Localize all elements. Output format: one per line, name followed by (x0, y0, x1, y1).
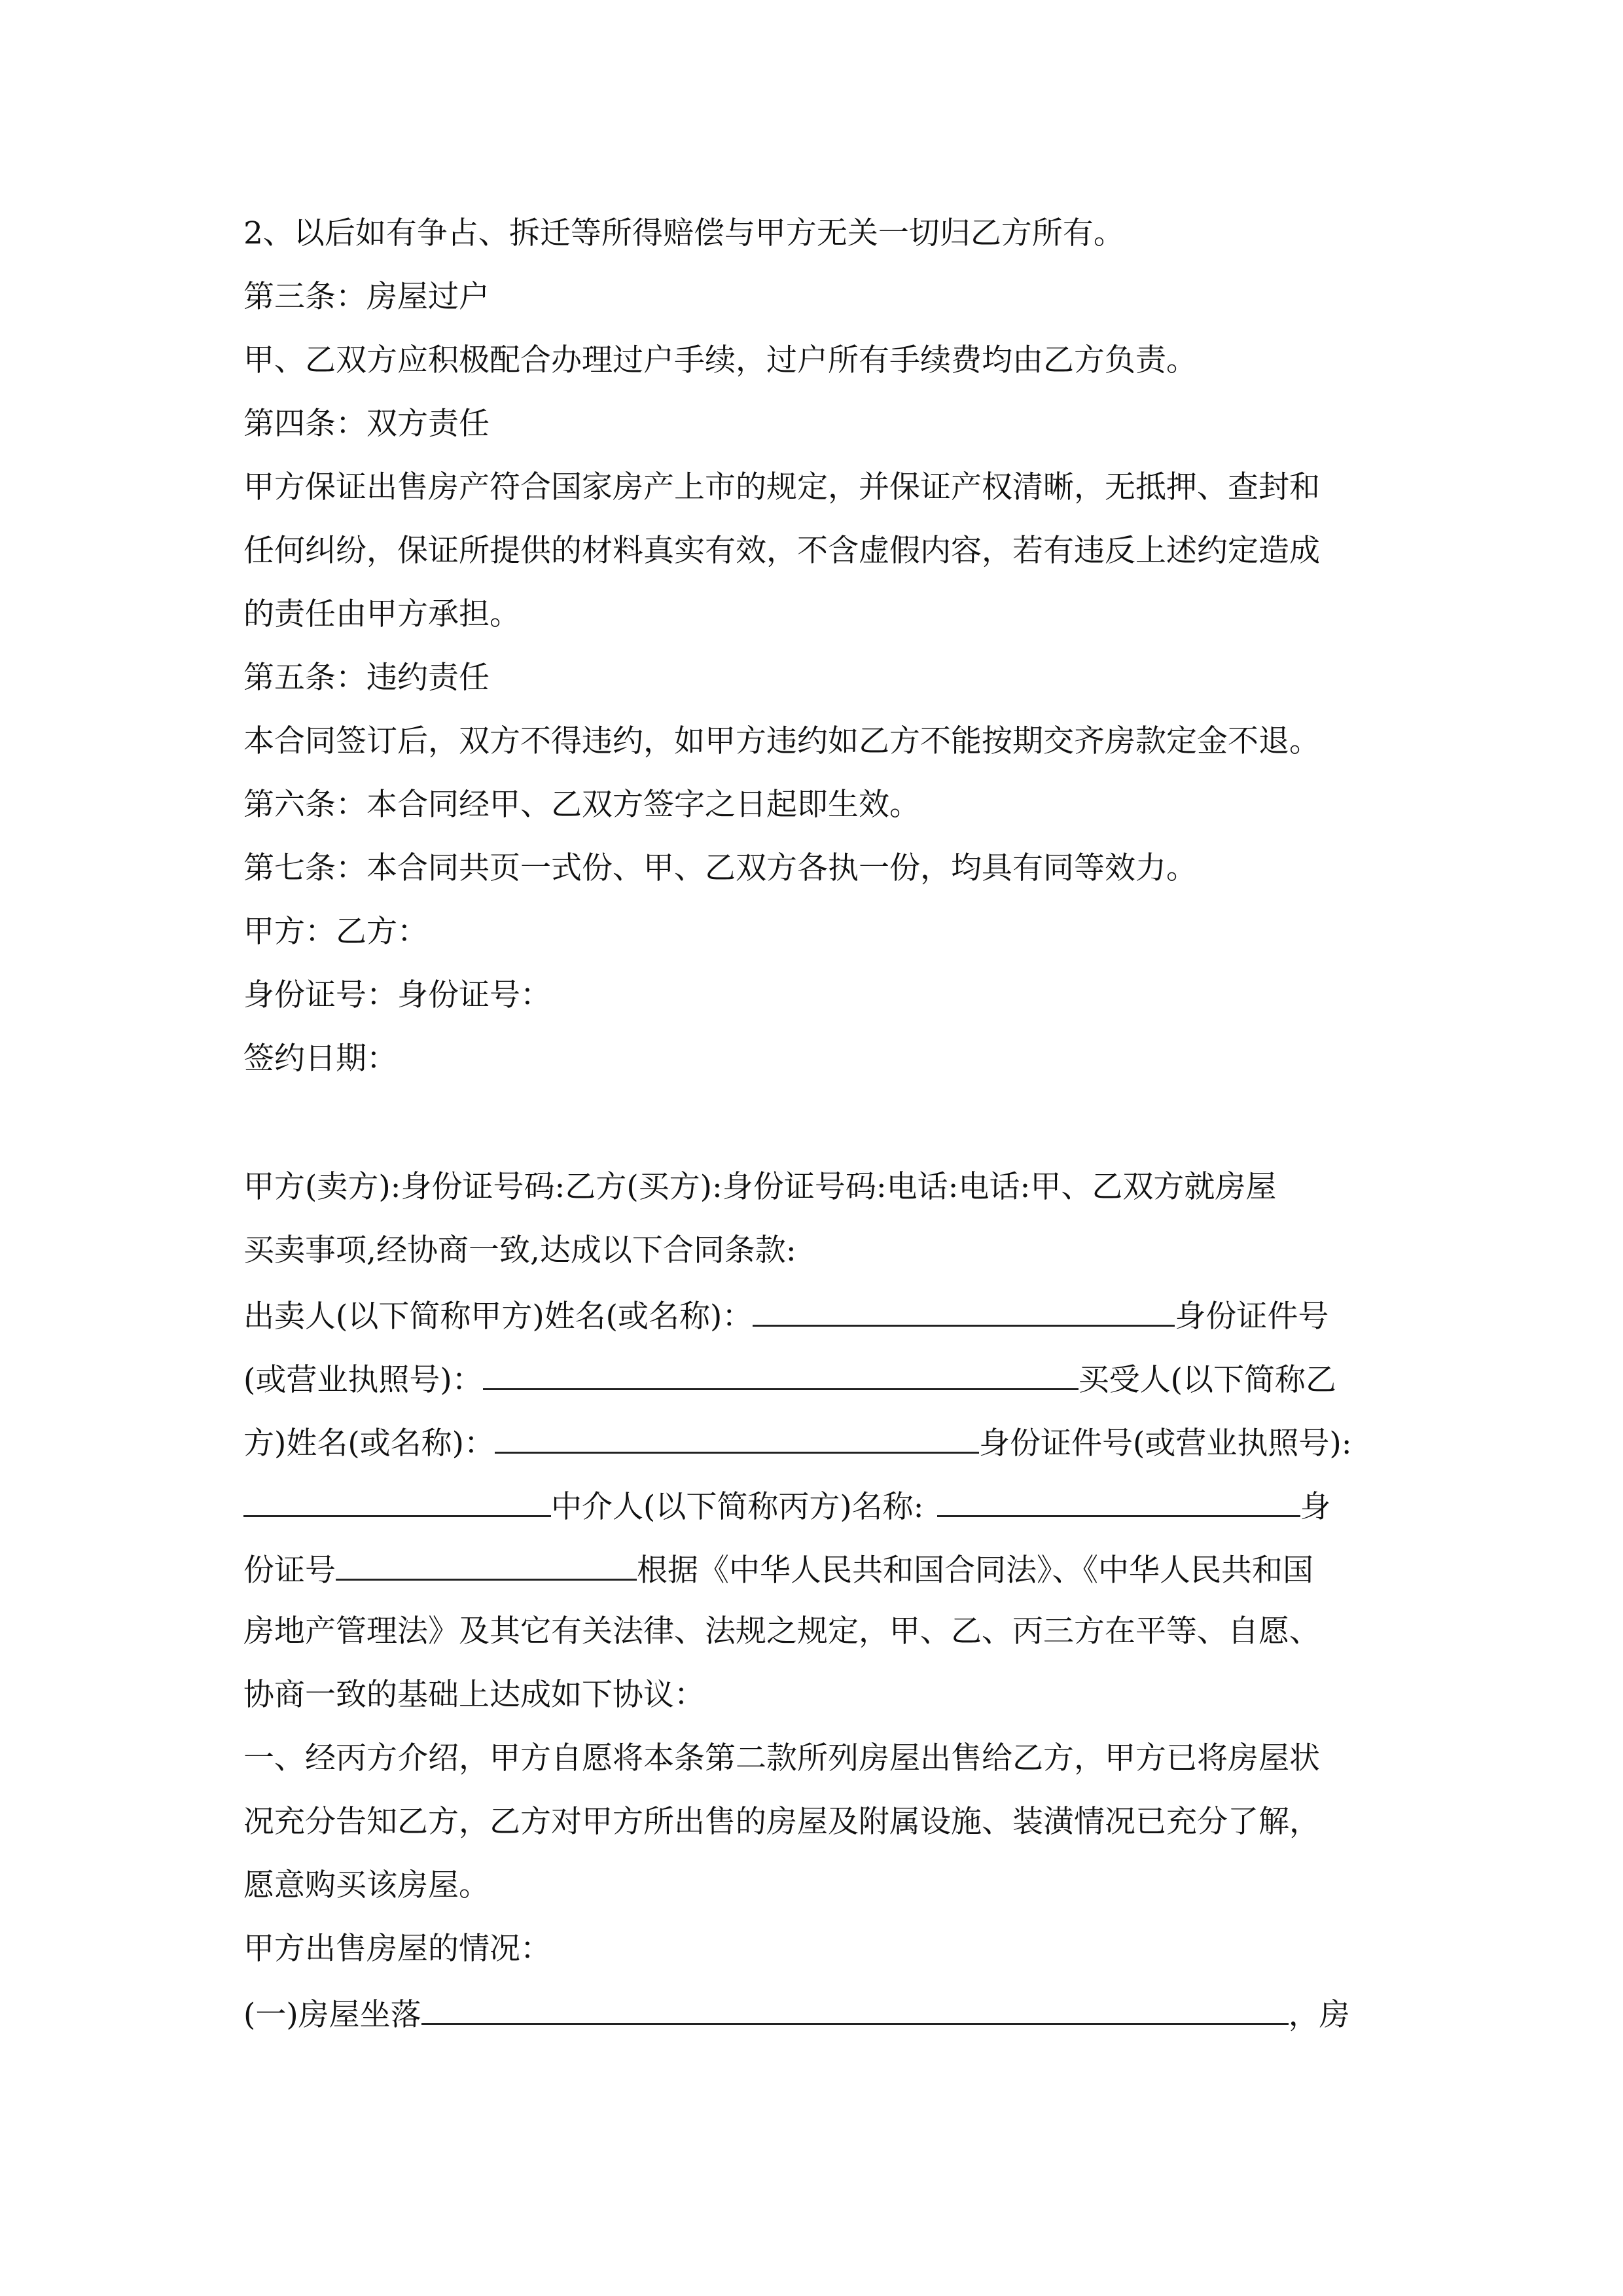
buyer-name-line (243, 1426, 1352, 1462)
signature-party-labels: 甲方：乙方： (243, 914, 428, 950)
agent-id-blank[interactable] (336, 1552, 637, 1581)
buyer-id-label: 身份证件号(或营业执照号): (979, 1426, 1352, 1462)
article-3-body: 甲、乙双方应积极配合办理过户手续，过户所有手续费均由乙方负责。 (243, 342, 1197, 378)
seller-name-label: 出卖人(以下简称甲方)姓名(或名称)： (243, 1299, 753, 1335)
agent-name-label: 中介人(以下简称丙方)名称: (551, 1489, 924, 1525)
clause-1-line-3: 愿意购买该房屋。 (243, 1867, 490, 1903)
agent-id-label-end: 份证号 (243, 1552, 336, 1588)
article-4-body-line-3: 的责任由甲方承担。 (243, 596, 520, 632)
seller-id-label: 身份证件号 (1175, 1299, 1329, 1335)
signature-id-labels: 身份证号：身份证号： (243, 977, 551, 1013)
article-5-body: 本合同签订后，双方不得违约，如甲方违约如乙方不能按期交齐房款定金不退。 (243, 723, 1320, 759)
agent-id-label-start: 身 (1300, 1489, 1331, 1525)
seller-name-line (243, 1299, 1329, 1335)
property-location-suffix: ，房 (1288, 1997, 1350, 2033)
contract-intro-line-1: 甲方(卖方):身份证号码:乙方(买方):身份证号码:电话:电话:甲、乙双方就房屋 (243, 1169, 1277, 1205)
legal-basis-text: 根据《中华人民共和国合同法》、《中华人民共和国 (637, 1552, 1313, 1588)
seller-license-label: (或营业执照号)： (243, 1362, 483, 1398)
article-4-body-line-2: 任何纠纷，保证所提供的材料真实有效，不含虚假内容，若有违反上述约定造成 (243, 533, 1320, 569)
seller-license-line (243, 1362, 1337, 1398)
buyer-id-blank[interactable] (243, 1489, 551, 1517)
legal-basis-line-2: 房地产管理法》及其它有关法律、法规之规定，甲、乙、丙三方在平等、自愿、 (243, 1613, 1320, 1649)
article-4-body-line-1: 甲方保证出售房产符合国家房产上市的规定，并保证产权清晰，无抵押、查封和 (243, 469, 1320, 505)
agent-name-blank[interactable] (937, 1489, 1300, 1517)
property-location-label: (一)房屋坐落 (243, 1997, 421, 2033)
buyer-label: 买受人(以下简称乙 (1078, 1362, 1337, 1398)
signing-date-label: 签约日期： (243, 1041, 397, 1077)
agent-id-line (243, 1552, 1313, 1586)
contract-intro-line-2: 买卖事项,经协商一致,达成以下合同条款: (243, 1232, 796, 1268)
article-7: 第七条：本合同共页一式份、甲、乙双方各执一份，均具有同等效力。 (243, 850, 1197, 886)
agent-line (243, 1489, 1331, 1525)
property-location-blank[interactable] (421, 1997, 1289, 2025)
property-info-heading: 甲方出售房屋的情况： (243, 1931, 551, 1967)
clause-1-line-1: 一、经丙方介绍，甲方自愿将本条第二款所列房屋出售给乙方，甲方已将房屋状 (243, 1740, 1320, 1776)
article-3-heading: 第三条：房屋过户 (243, 279, 490, 315)
article-4-heading: 第四条：双方责任 (243, 406, 490, 442)
clause-1-line-2: 况充分告知乙方，乙方对甲方所出售的房屋及附属设施、装潢情况已充分了解， (243, 1804, 1320, 1840)
legal-basis-line-3: 协商一致的基础上达成如下协议： (243, 1677, 705, 1713)
buyer-name-blank[interactable] (495, 1426, 979, 1454)
property-location-line (243, 1997, 1350, 2033)
seller-name-blank[interactable] (753, 1299, 1175, 1327)
article-5-heading: 第五条：违约责任 (243, 660, 490, 696)
seller-id-blank[interactable] (483, 1362, 1079, 1390)
buyer-name-label: 方)姓名(或名称)： (243, 1426, 495, 1462)
article-6: 第六条：本合同经甲、乙双方签字之日起即生效。 (243, 787, 920, 823)
clause-2-compensation: 2、以后如有争占、拆迁等所得赔偿与甲方无关一切归乙方所有。 (243, 215, 1124, 251)
